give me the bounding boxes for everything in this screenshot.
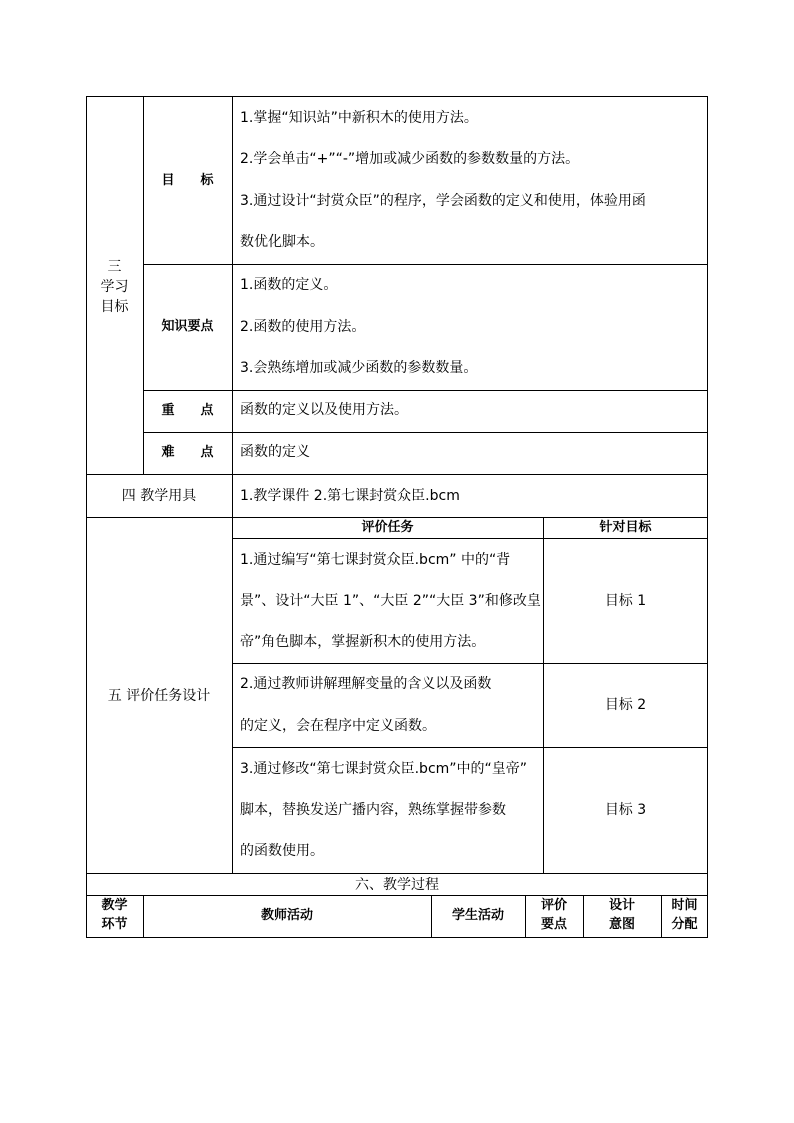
eval-header-line2: 要点 (540, 917, 567, 932)
time-header-line2: 分配 (671, 917, 698, 932)
knowledge-label: 知识要点 (161, 319, 214, 334)
intent-header-line2: 意图 (608, 917, 635, 932)
stage-header-line2: 环节 (101, 917, 128, 932)
target-header: 针对目标 (599, 520, 652, 535)
knowledge-line-3: 3.会熟练增加或减少函数的参数数量。 (240, 360, 478, 376)
task2-line-2: 的定义，会在程序中定义函数。 (240, 718, 436, 734)
task2-line-1: 2.通过教师讲解理解变量的含义以及函数 (240, 676, 492, 692)
intent-header-line1: 设计 (608, 898, 635, 913)
knowledge-line-1: 1.函数的定义。 (240, 277, 338, 293)
time-header-line1: 时间 (671, 898, 698, 913)
task1-line-3: 帝”角色脚本，掌握新积木的使用方法。 (240, 634, 486, 650)
eval-header-line1: 评价 (540, 898, 567, 913)
section6-title: 六、教学过程 (355, 877, 439, 893)
section3-title-line1: 学习 (100, 279, 129, 295)
eval-task-header: 评价任务 (361, 520, 414, 535)
section3-number: 三 (107, 259, 122, 275)
task3-line-2: 脚本，替换发送广播内容，熟练掌握带参数 (240, 802, 506, 818)
task3-target: 目标 3 (604, 802, 647, 818)
task1-line-2: 景”、设计“大臣 1”、“大臣 2”“大臣 3”和修改皇 (240, 593, 541, 609)
task1-line-1: 1.通过编写“第七课封赏众臣.bcm” 中的“背 (240, 552, 511, 568)
key-point-text: 函数的定义以及使用方法。 (240, 402, 408, 418)
task3-line-1: 3.通过修改“第七课封赏众臣.bcm”中的“皇帝” (240, 761, 528, 777)
stage-header-line1: 教学 (101, 898, 128, 913)
section4-materials: 1.教学课件 2.第七课封赏众臣.bcm (240, 488, 460, 504)
goals-label: 目 标 (161, 173, 214, 188)
goal-line-4: 数优化脚本。 (240, 234, 324, 250)
section4-label: 四 教学用具 (121, 488, 197, 504)
goal-line-3: 3.通过设计“封赏众臣”的程序，学会函数的定义和使用，体验用函 (240, 193, 646, 209)
key-point-label: 重 点 (161, 403, 214, 418)
difficulty-text: 函数的定义 (240, 444, 310, 460)
task2-target: 目标 2 (604, 697, 647, 713)
goal-line-1: 1.掌握“知识站”中新积木的使用方法。 (240, 110, 478, 126)
task1-target: 目标 1 (604, 593, 647, 609)
difficulty-label: 难 点 (161, 445, 214, 460)
section5-label: 五 评价任务设计 (107, 688, 211, 704)
teacher-activity-header: 教师活动 (260, 908, 313, 923)
task3-line-3: 的函数使用。 (240, 843, 324, 859)
goal-line-2: 2.学会单击“+”“-”增加或减少函数的参数数量的方法。 (240, 151, 580, 167)
student-activity-header: 学生活动 (451, 908, 504, 923)
knowledge-line-2: 2.函数的使用方法。 (240, 319, 366, 335)
section3-title-line2: 目标 (100, 299, 129, 315)
